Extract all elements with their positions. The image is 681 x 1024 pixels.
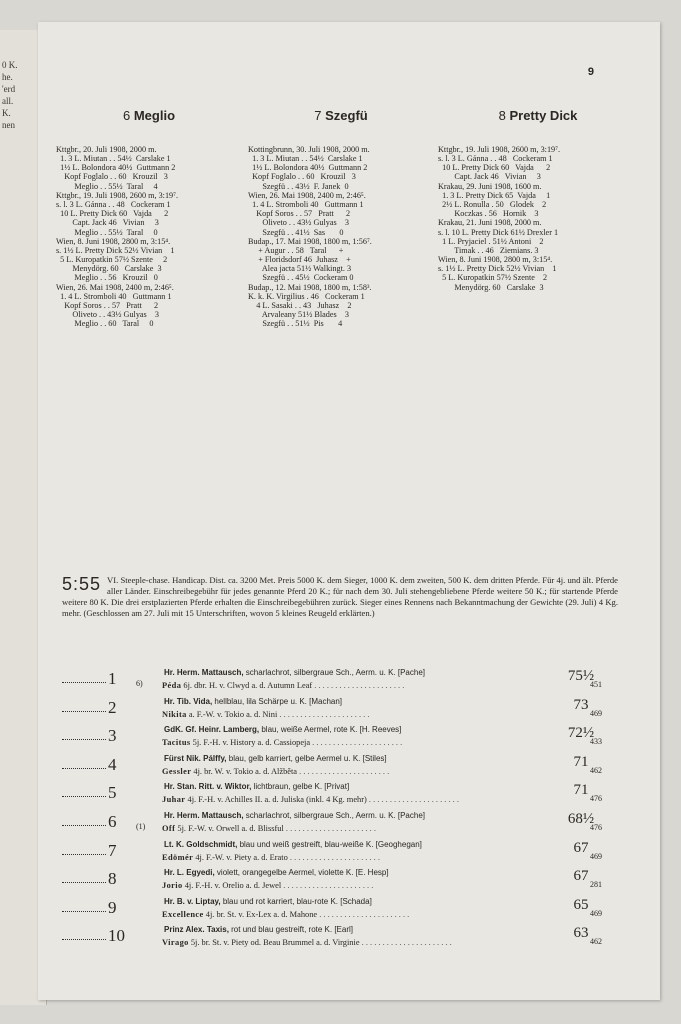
owner-colors: blau, weiße Aermel, rote K. [H. Reeves] (259, 725, 402, 735)
horse-pedigree: 5j. br. St. v. Piety od. Beau Brummel a. d. Virginie (188, 938, 360, 948)
form-line: Meglio . . 55½ Taral 0 (56, 227, 158, 237)
horse-pedigree: 4j. br. W. v. Tokio a. d. Alžběta (191, 766, 298, 776)
form-line: K. k. K. Virgilius . 46 Cockeram 1 (248, 291, 365, 301)
form-line: Arvaleany 51½ Blades 3 (248, 310, 349, 320)
form-line: Menydörg. 60 Carslake 3 (56, 264, 162, 274)
form-line: 1. 4 L. Stromboli 40 Guttmann 1 (248, 199, 364, 209)
entry-weight: 451 (590, 680, 602, 689)
form-column-8 (438, 90, 638, 310)
entry-row (62, 668, 618, 696)
entry-horse: Péda 6j. dbr. H. v. Clwyd a. d. Autumn Leaf . . . . . . . . . . . . . . . . . . . . . . (162, 681, 405, 690)
entry-row (62, 840, 618, 868)
form-line: Timak . . 46 Ziemians. 3 (438, 245, 539, 255)
fragment-text: 0 K. (2, 60, 18, 70)
entry-weight: 462 (590, 937, 602, 947)
form-line: Budap., 12. Mai 1908, 1800 m, 1:58³. (248, 282, 372, 292)
horse-pedigree: 4j. F.-H. v. Achilles II. a. d. Juliska (inkl. 4 Kg. mehr) (185, 795, 367, 805)
owner-name: Hr. L. Egyedi, (164, 868, 215, 878)
column-header: 8 Pretty Dick (498, 108, 578, 124)
entry-leader-line (62, 711, 106, 712)
entry-owner (164, 840, 546, 849)
form-line: Meglio . . 56 Krouzil 0 (56, 273, 158, 283)
entry-handwritten-weight: 71 (573, 753, 589, 770)
entry-owner (164, 811, 546, 820)
entry-leader-line (62, 768, 106, 769)
form-line: 1½ L. Bolondora 40½ Guttmann 2 (56, 163, 176, 173)
entry-owner (164, 697, 546, 706)
owner-colors: blau und rot karriert, blau-rote K. [Schada] (220, 896, 372, 906)
entry-weight: 476 (590, 823, 602, 832)
entry-leader-line (62, 882, 106, 883)
entry-handwritten-weight: 65 (573, 896, 589, 913)
form-line: Szegfü . . 51½ Pis 4 (248, 319, 343, 329)
form-line: Meglio . . 55½ Taral 4 (56, 181, 158, 191)
entry-horse: Off 5j. F.-W. v. Orwell a. d. Blissful . . . . . . . . . . . . . . . . . . . . . . (162, 824, 376, 833)
form-line: Alea jacta 51½ Walkingt. 3 (248, 264, 352, 274)
horse-name: Edömér (162, 852, 194, 862)
form-line: Kopf Soros . . 57 Pratt 2 (248, 209, 351, 219)
owner-name: Fürst Nik. Pálffy, (164, 753, 227, 763)
entry-weight: 469 (590, 708, 602, 718)
form-line: 5 L. Kuropatkin 57½ Szente 2 (438, 273, 548, 283)
fragment-text: nen (2, 120, 15, 130)
form-line: Oliveto . . 43½ Gulyas 3 (248, 218, 349, 228)
owner-colors: lichtbraun, gelbe K. [Privat] (251, 782, 350, 792)
entry-owner (164, 754, 546, 763)
entry-weight: 433 (590, 737, 602, 747)
entry-weight: 462 (590, 765, 602, 775)
form-line: 1½ L. Bolondora 40½ Guttmann 2 (248, 163, 368, 173)
entry-horse: Edömér 4j. F.-W. v. Piety a. d. Erato . . . . . . . . . . . . . . . . . . . . . . (162, 852, 380, 862)
entry-horse: Virago 5j. br. St. v. Piety od. Beau Brummel a. d. Virginie . . . . . . . . . . . . . . . . . . . . . . (162, 938, 452, 948)
form-line: Szegfü . . 41½ Sas 0 (248, 227, 344, 237)
form-line: Krakau, 21. Juni 1908, 2000 m. (438, 218, 542, 228)
form-line: s. 1½ L. Pretty Dick 52½ Vivian 1 (56, 245, 175, 255)
owner-name: Lt. K. Goldschmidt, (164, 839, 238, 849)
owner-colors: blau, gelb karriert, gelbe Aermel u. K. [Stiles] (226, 753, 387, 763)
entry-leader-line (62, 682, 106, 683)
column-header: 6 Meglio (122, 108, 176, 124)
entry-leader-line (62, 854, 106, 855)
column-header: 7 Szegfü (314, 108, 368, 124)
race-time: 5:55 (62, 574, 102, 594)
owner-name: Hr. Tib. Vida, (164, 696, 213, 706)
form-line: Budap., 17. Mai 1908, 1800 m, 1:56⁷. (248, 236, 372, 246)
form-line: 2½ L. Ronulla . 50 Glodek 2 (438, 199, 547, 209)
fragment-text: all. (2, 96, 14, 106)
owner-colors: scharlachrot, silbergraue Sch., Aerm. u. K. [Pache] (243, 811, 425, 820)
race-conditions: VI. Steeple-chase. Handicap. Dist. ca. 3200 Met. Preis 5000 K. dem Sieger, 1000 K. dem zweiten, 500 K. dem dritten Pferde. Für 4j. und ält. Pferde aller Länder. Einschreibegebühr für jedes genannte Pferd 20 K.; für nach dem 30. Juli stehengebliebene Pferde weitere 50 K.; für startende Pferde weitere 80 K. Die drei erstplazierten Pferde erhalten die Einschreibegebühren zurück. Sieger eines Rennens nach Bekanntmachung der Gewichte (29. Juli) 4 Kg. mehr. (Geschlossen am 27. Juli mit 15 Unterschriften, wovon 5 kleines Reugeld erklärten.) (62, 575, 618, 618)
entry-weight: 469 (590, 908, 602, 918)
entry-handwritten-weight: 75½ (567, 668, 595, 684)
horse-pedigree: 5j. F.-H. v. History a. d. Cassiopeja (190, 738, 311, 748)
entry-row (62, 782, 618, 810)
owner-name: Hr. Herm. Mattausch, (164, 668, 244, 677)
horse-name: Nikita (162, 709, 187, 719)
entry-row (62, 697, 618, 725)
entry-horse: Juhar 4j. F.-H. v. Achilles II. a. d. Juliska (inkl. 4 Kg. mehr) . . . . . . . . . . . . . . . . . . . . . . (162, 795, 459, 805)
form-line: Koczkas . 56 Hornik 3 (438, 209, 539, 219)
entry-row (62, 725, 618, 753)
form-line: s. l. 3 L. Gánna . . 48 Cockeram 1 (56, 199, 171, 209)
entry-horse: Excellence 4j. br. St. v. Ex-Lex a. d. Mahone . . . . . . . . . . . . . . . . . . . . . . (162, 909, 410, 919)
horse-name: Virago (162, 938, 189, 948)
form-line: s. l. 10 L. Pretty Dick 61½ Drexler 1 (438, 227, 559, 237)
form-line: Szegfü . . 43½ F. Janek 0 (248, 181, 349, 191)
form-line: Wien, 26. Mai 1908, 2400 m, 2:46⁵. (56, 282, 174, 292)
form-line: Kopf Foglalo . . 60 Krouzil 3 (56, 172, 168, 182)
owner-colors: violett, orangegelbe Aermel, violette K. [E. Hesp] (214, 868, 389, 878)
fragment-text: 'erd (2, 84, 16, 94)
entry-handwritten-weight: 73 (573, 696, 589, 713)
form-line: Kopf Foglalo . . 60 Krouzil 3 (248, 172, 356, 182)
entry-number: 4 (108, 754, 117, 774)
entry-draw: (1) (136, 822, 146, 831)
entry-number: 9 (108, 897, 117, 917)
fragment-text: K. (2, 108, 11, 118)
owner-colors: hellblau, lila Schärpe u. K. [Machan] (212, 696, 343, 706)
entry-owner (164, 668, 546, 677)
entry-number: 3 (108, 726, 117, 746)
entry-leader-line (62, 739, 106, 740)
owner-colors: scharlachrot, silbergraue Sch., Aerm. u. K. [Pache] (243, 668, 425, 677)
horse-name: Off (162, 824, 176, 833)
horse-name: Péda (162, 681, 182, 690)
entry-leader-line (62, 825, 106, 826)
horse-pedigree: a. F.-W. v. Tokio a. d. Nini (186, 709, 278, 719)
entry-weight: 469 (590, 851, 602, 861)
horse-name: Juhar (162, 795, 186, 805)
horse-pedigree: 6j. dbr. H. v. Clwyd a. d. Autumn Leaf (181, 681, 313, 690)
form-column-6 (56, 90, 242, 347)
form-column-7 (248, 90, 434, 347)
entry-owner (164, 782, 546, 791)
entry-leader-line (62, 939, 106, 940)
entry-handwritten-weight: 71 (573, 782, 589, 799)
form-line: s. 1½ L. Pretty Dick 52½ Vivian 1 (438, 264, 557, 274)
entry-number: 10 (108, 926, 125, 946)
entry-handwritten-weight: 67 (573, 868, 589, 885)
entry-number: 5 (108, 783, 117, 803)
form-line: 1. 3 L. Miutan . . 54½ Carslake 1 (248, 154, 363, 163)
horse-pedigree: 5j. F.-W. v. Orwell a. d. Blissful (175, 824, 284, 833)
entry-owner (164, 868, 546, 877)
entry-row (62, 897, 618, 925)
entry-number: 7 (108, 840, 117, 860)
entry-row (62, 868, 618, 896)
horse-name: Jorio (162, 881, 183, 891)
entry-weight: 476 (590, 794, 602, 804)
form-line: Oliveto . . 43½ Gulyas 3 (56, 310, 160, 320)
owner-name: Hr. Herm. Mattausch, (164, 811, 244, 820)
entry-leader-line (62, 911, 106, 912)
form-line: Capt. Jack 46 Vivian 3 (438, 172, 541, 182)
entry-horse: Tacitus 5j. F.-H. v. History a. d. Cassiopeja . . . . . . . . . . . . . . . . . . . . . . (162, 738, 403, 748)
entry-weight: 281 (590, 880, 602, 890)
entry-horse: Nikita a. F.-W. v. Tokio a. d. Nini . . . . . . . . . . . . . . . . . . . . . . (162, 709, 370, 719)
form-line: Kottingbrunn, 30. Juli 1908, 2000 m. (248, 144, 370, 154)
race-description (62, 575, 618, 619)
form-line: 1. 3 L. Pretty Dick 65 Vajda 1 (438, 190, 551, 200)
owner-name: Hr. Stan. Ritt. v. Wiktor, (164, 782, 252, 792)
page-number: 9 (587, 66, 594, 78)
horse-pedigree: 4j. br. St. v. Ex-Lex a. d. Mahone (203, 909, 318, 919)
form-line: 4 L. Sasaki . . 43 Juhasz 2 (248, 301, 352, 310)
entry-row (62, 811, 618, 839)
form-line: Wien, 8. Juni 1908, 2800 m, 3:15⁴. (56, 236, 171, 246)
form-line: 5 L. Kuropatkin 57½ Szente 2 (56, 255, 168, 265)
entry-horse: Gessler 4j. br. W. v. Tokio a. d. Alžběta . . . . . . . . . . . . . . . . . . . . . . (162, 766, 390, 776)
form-line: Kopf Soros . . 57 Pratt 2 (56, 301, 159, 310)
form-line: 1. 4 L. Stromboli 40 Guttmann 1 (56, 291, 172, 301)
entry-number: 8 (108, 869, 117, 889)
form-line: Kttgbr., 20. Juli 1908, 2000 m. (56, 144, 157, 154)
entry-number: 6 (108, 812, 117, 831)
form-line: 10 L. Pretty Dick 60 Vajda 2 (438, 163, 551, 173)
horse-pedigree: 4j. F.-W. v. Piety a. d. Erato (193, 852, 288, 862)
entry-number: 2 (108, 697, 117, 717)
entry-horse: Jorio 4j. F.-H. v. Orelio a. d. Jewel . . . . . . . . . . . . . . . . . . . . . . (162, 881, 374, 891)
entry-row (62, 754, 618, 782)
entry-row (62, 925, 618, 953)
entry-handwritten-weight: 67 (573, 839, 589, 856)
form-line: Wien, 26. Mai 1908, 2400 m, 2:46⁵. (248, 190, 366, 200)
owner-name: Prinz Alex. Taxis, (164, 925, 229, 935)
form-line: 10 L. Pretty Dick 60 Vajda 2 (56, 209, 169, 219)
form-line: Meglio . . 60 Taral 0 (56, 319, 154, 329)
form-line: 1 L. Pryjaciel . 51½ Antoni 2 (438, 236, 544, 246)
horse-name: Gessler (162, 766, 192, 776)
form-line: Wien, 8. Juni 1908, 2800 m, 3:15⁴. (438, 255, 553, 265)
entry-handwritten-weight: 68½ (567, 811, 595, 827)
owner-name: GdK. Gf. Heinr. Lamberg, (164, 725, 260, 735)
entry-owner (164, 725, 546, 734)
owner-name: Hr. B. v. Liptay, (164, 896, 221, 906)
form-line: 1. 3 L. Miutan . . 54½ Carslake 1 (56, 154, 171, 163)
entry-handwritten-weight: 63 (573, 925, 589, 942)
horse-name: Tacitus (162, 738, 191, 748)
entry-owner (164, 897, 546, 906)
form-line: Menydörg. 60 Carslake 3 (438, 282, 544, 292)
owner-colors: rot und blau gestreift, rote K. [Earl] (228, 925, 353, 935)
form-line: s. l. 3 L. Gánna . . 48 Cockeram 1 (438, 154, 553, 163)
entry-owner (164, 925, 546, 934)
form-line: Szegfü . . 45½ Cockeram 0 (248, 273, 354, 283)
entry-number: 1 (108, 669, 117, 688)
form-line: + Augur . . 58 Taral + (248, 245, 344, 255)
form-line: + Floridsdorf 46 Juhasz + (248, 255, 351, 265)
fragment-text: he. (2, 72, 13, 82)
horse-pedigree: 4j. F.-H. v. Orelio a. d. Jewel (182, 881, 282, 891)
horse-name: Excellence (162, 909, 204, 919)
form-line: Capt. Jack 46 Vivian 3 (56, 218, 159, 228)
entry-handwritten-weight: 72½ (567, 725, 595, 742)
form-line: Kttgbr., 19. Juli 1908, 2600 m, 3:19⁷. (56, 190, 179, 200)
entry-draw: 6) (136, 679, 143, 688)
form-line: Krakau, 29. Juni 1908, 1600 m. (438, 181, 542, 191)
owner-colors: blau und weiß gestreift, blau-weiße K. [Geoghegan] (237, 839, 422, 849)
entry-leader-line (62, 796, 106, 797)
form-line: Kttgbr., 19. Juli 1908, 2600 m, 3:19⁷. (438, 144, 561, 154)
